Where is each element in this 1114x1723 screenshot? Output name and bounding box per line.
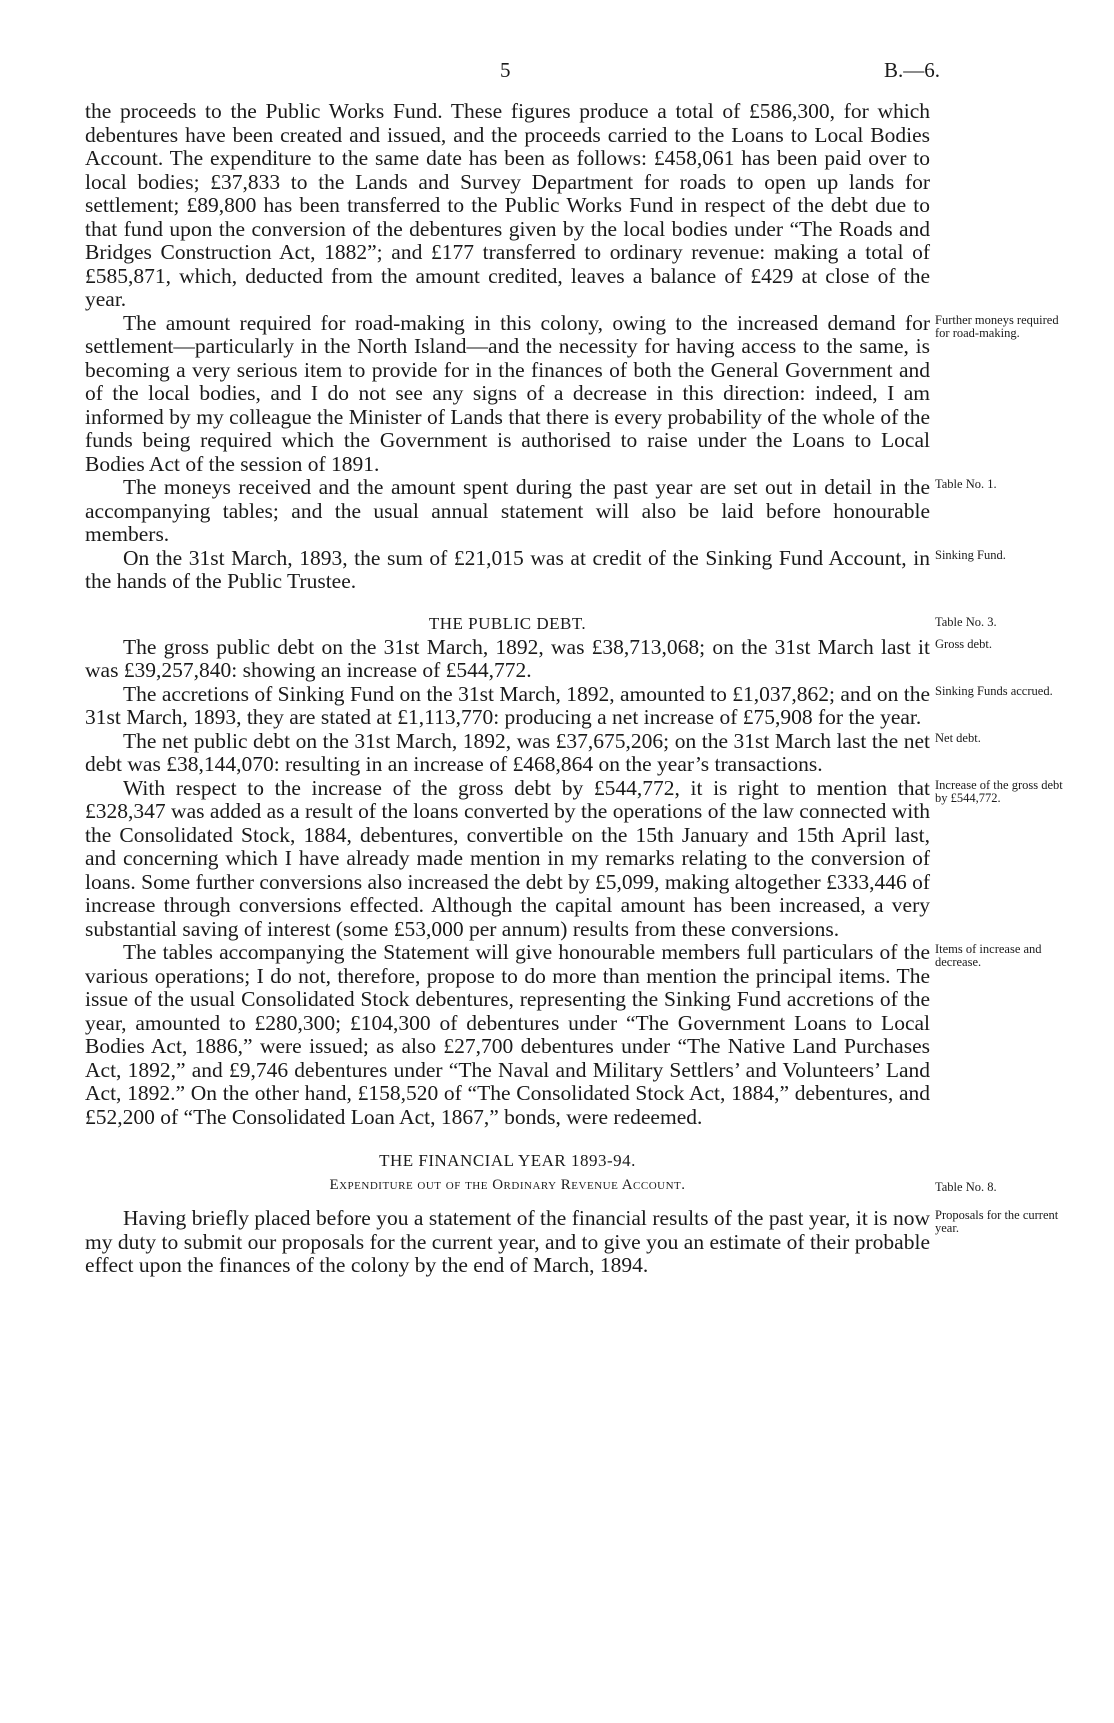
sub-heading: Expenditure out of the Ordinary Revenue Account.	[329, 1177, 686, 1193]
margin-note: Sinking Funds accrued.	[935, 683, 1053, 698]
paragraph-block	[85, 681, 1053, 730]
paragraph: The accretions of Sinking Fund on the 31st March, 1892, amounted to £1,037,862; and on the 31st March, 1893, they are stated at £1,113,770: producing a net increase of £75,908 for the year.	[85, 681, 930, 729]
margin-note: Sinking Fund.	[935, 547, 1006, 562]
margin-note: Further moneys required for road-making.	[935, 312, 1059, 340]
margin-note: Proposals for the current year.	[935, 1208, 1059, 1235]
paragraph-block	[85, 475, 997, 547]
section-heading: THE PUBLIC DEBT.	[428, 613, 587, 633]
margin-note: Increase of the gross debt by £544,772.	[935, 777, 1063, 805]
margin-note: Net debt.	[935, 730, 981, 745]
paragraph-block	[85, 100, 930, 312]
margin-note: Table No. 8.	[935, 1180, 997, 1194]
margin-note: Items of increase and decrease.	[935, 942, 1042, 969]
paragraph-block	[85, 940, 1042, 1129]
paragraph-block	[85, 634, 992, 683]
margin-note: Table No. 1.	[935, 477, 997, 491]
paragraph-block	[85, 728, 981, 777]
paragraph: On the 31st March, 1893, the sum of £21,015 was at credit of the Sinking Fund Account, in the hands of the Public Trustee.	[85, 545, 930, 593]
paragraph: The amount required for road-making in this colony, owing to the increased demand for settlement—particularly in the North Island—and the necessity for having access to the same, is becoming a very serious item to provide for in the finances of both the General Government and of the local bodies, and I do not see any signs of a decrease in this direction: indeed, I am informed by my colleague the Minister of Lands that there is every probability of the whole of the funds being required which the Government is authorised to raise under the Loans to Local Bodies Act of the session of 1891.	[85, 310, 930, 476]
paragraph: The net public debt on the 31st March, 1892, was £37,675,206; on the 31st March last the net debt was £38,144,070: resulting in an increase of £468,864 on the year’s transactions.	[85, 728, 930, 776]
paragraph-block	[85, 1206, 1059, 1278]
paragraph: The gross public debt on the 31st March, 1892, was £38,713,068; on the 31st March last it was £39,257,840: showing an increase of £544,772.	[85, 634, 930, 682]
sub-heading-row	[85, 1171, 997, 1199]
paragraph: The tables accompanying the Statement will give honourable members full particulars of the various operations; I do not, therefore, propose to do more than mention the principal items. The issue of the usual Consolidated Stock debentures, representing the Sinking Fund accretions of the year, amounted to £280,300; £104,300 of debentures under “The Government Loans to Local Bodies Act, 1886,” were issued; as also £27,700 debentures under “The Native Land Purchases Act, 1892,” and £9,746 debentures under “The Naval and Military Settlers’ and Volunteers’ Land Act, 1892.” On the other hand, £158,520 of “The Consolidated Stock Act, 1884,” debentures, and £52,200 of “The Consolidated Loan Act, 1867,” bonds, were redeemed.	[85, 940, 930, 1129]
margin-note: Gross debt.	[935, 636, 992, 651]
margin-note: Table No. 3.	[935, 614, 997, 629]
document-reference: B.—6.	[883, 58, 940, 82]
paragraph-block	[85, 775, 1063, 942]
paragraph-block	[85, 310, 1059, 477]
paragraph-block	[85, 545, 1006, 594]
paragraph: Having briefly placed before you a statement of the financial results of the past year, it is now my duty to submit our proposals for the current year, and to give you an estimate of their probable effect upon the finances of the colony by the end of March, 1894.	[85, 1206, 930, 1277]
paragraph: the proceeds to the Public Works Fund. These figures produce a total of £586,300, for which debentures have been created and issued, and the proceeds carried to the Loans to Local Bodies Account. The expenditure to the same date has been as follows: £458,061 has been paid over to local bodies; £37,833 to the Lands and Survey Department for roads to open up lands for settlement; £89,800 has been transferred to the Public Works Fund in respect of the debt due to that fund upon the conversion of the debentures given by the local bodies under “The Roads and Bridges Construction Act, 1882”; and £177 transferred to ordinary revenue: making a total of £585,871, which, deducted from the amount credited, leaves a balance of £429 at close of the year.	[85, 99, 930, 311]
page-number: 5	[500, 58, 511, 82]
section-heading: THE FINANCIAL YEAR 1893-94.	[379, 1151, 636, 1170]
page-header	[80, 58, 940, 88]
paragraph: The moneys received and the amount spent during the past year are set out in detail in the accompanying tables; and the usual annual statement will also be laid before honourable members.	[85, 475, 930, 546]
section-heading-row	[85, 606, 997, 636]
paragraph: With respect to the increase of the gross debt by £544,772, it is right to mention that £328,347 was added as a result of the loans converted by the operations of the law connected with the Consolidated Stock, 1884, debentures, convertible on the 15th January and 15th April last, and concerning which I have already made mention in my remarks relating to the conversion of loans. Some further conversions also increased the debt by £5,099, making altogether £333,446 of increase through conversions effected. Although the capital amount has been increased, a very substantial saving of interest (some £53,000 per annum) results from these conversions.	[85, 775, 930, 941]
main-text	[85, 99, 1063, 1278]
